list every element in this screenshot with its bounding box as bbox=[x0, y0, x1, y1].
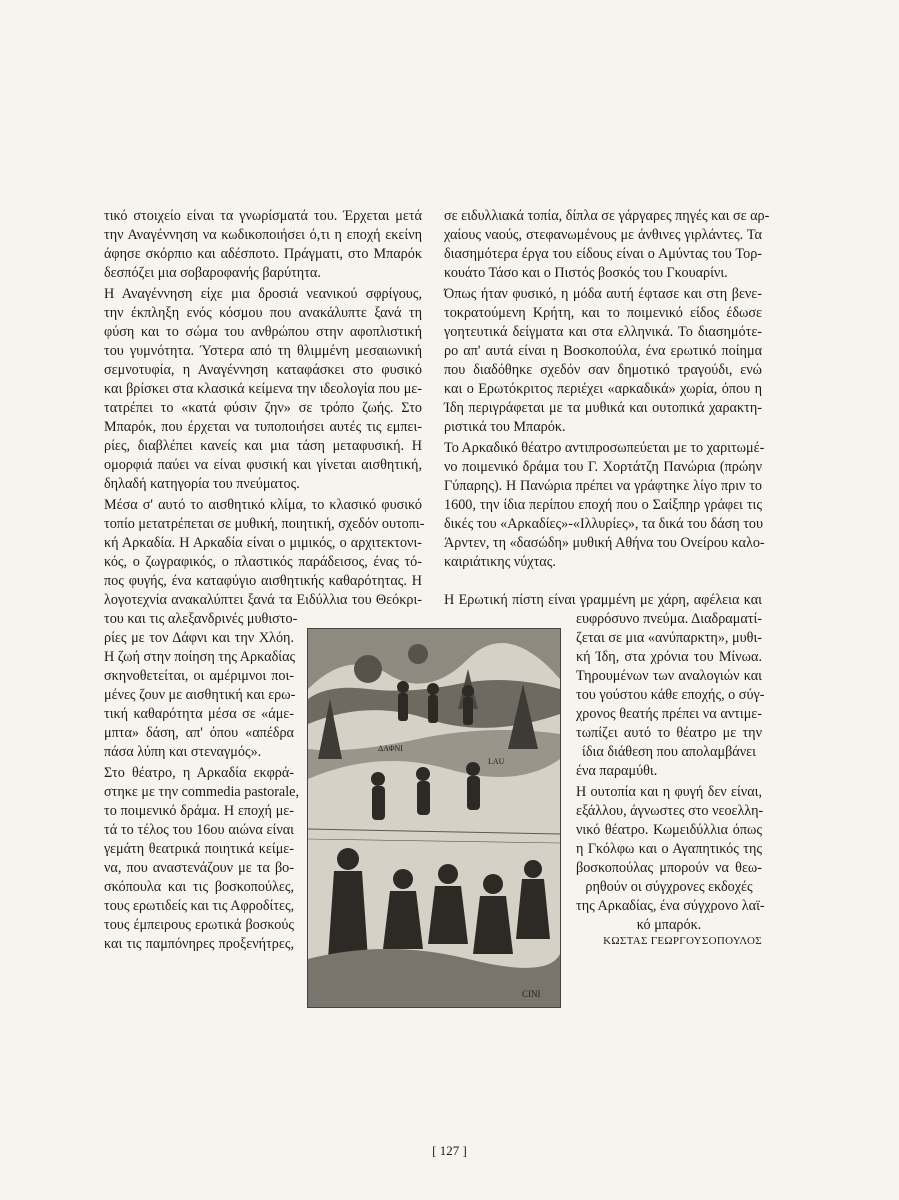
text-line: και τις παμπόνηρες προξενήτρες, bbox=[104, 936, 294, 952]
text-line: Το Αρκαδικό θέατρο αντιπροσωπεύεται με το χαριτωμέ- bbox=[444, 440, 765, 456]
text-line: Η ουτοπία και η φυγή δεν είναι, bbox=[576, 784, 762, 800]
text-line: τους έμπειρους ερωτικά βοσκούς bbox=[104, 917, 294, 933]
text-line: να, που αναστενάζουν με τα βο- bbox=[104, 860, 294, 876]
text-line: δηλαδή κατηγορία του πνεύματος. bbox=[104, 476, 300, 492]
text-line: της Αρκαδίας, ένα σύγχρονο λαϊ- bbox=[576, 898, 765, 914]
text-line: κός, ο ζωγραφικός, ο πλαστικός παράδεισος, ένας τό- bbox=[104, 554, 422, 570]
text-line: Ίδη περιγράφεται με τα μυθικά και ουτοπικά χαρακτη- bbox=[444, 400, 762, 416]
text-line: τικό στοιχείο είναι τα γνωρίσματά του. Έρχεται μετά bbox=[104, 208, 422, 224]
text-line: σκηνοθετείται, οι αμέριμνοι ποι- bbox=[104, 668, 294, 684]
text-line: γεμάτη θεατρικά ποιητικά κείμε- bbox=[104, 841, 294, 857]
engraving-label: LAU bbox=[488, 757, 505, 766]
text-line: σε ειδυλλιακά τοπία, δίπλα σε γάργαρες πηγές και σε αρ- bbox=[444, 208, 770, 224]
text-line: βοσκοπούλας μπορούν να θεω- bbox=[576, 860, 762, 876]
text-line: κό μπαρόκ. bbox=[636, 917, 702, 933]
text-line: και βρίσκει στα κλασικά κείμενα την ιδεολογία που με- bbox=[104, 381, 422, 397]
text-line: του γούστου κάθε εποχής, ο σύγ- bbox=[576, 687, 765, 703]
text-line: η Γκόλφω και ο Αγαπητικός της bbox=[576, 841, 762, 857]
text-line: κή Ίδη, στα χρόνια του Μίνωα. bbox=[576, 649, 762, 665]
text-line: χαίους ναούς, στεφανωμένους με άνθινες γιρλάντες. Τα bbox=[444, 227, 762, 243]
text-line: ρίες με τον Δάφνι και την Χλόη. bbox=[104, 630, 294, 646]
text-line: στηκε με την commedia pastorale, bbox=[104, 784, 300, 800]
text-line: και ο Ερωτόκριτος περιέχει «αρκαδικά» χωρία, όπου η bbox=[444, 381, 762, 397]
text-line: πάσα λύπη και στεναγμός». bbox=[104, 744, 262, 760]
text-line: φύση και το σώμα του ανθρώπου στην αφοπλιστική bbox=[104, 324, 422, 340]
text-line: ρίες, διαβλέπει κανείς και μια τάση μεταφυσική. Η bbox=[104, 438, 422, 454]
text-line: καιριάτικης νύχτας. bbox=[444, 554, 556, 570]
text-line: την Αναγέννηση να κωδικοποιήσει ό,τι η εποχή εκείνη bbox=[104, 227, 422, 243]
text-line: άφησε σκόρπιο και αδέσποτο. Πράγματι, στο Μπαρόκ bbox=[104, 246, 422, 262]
text-line: τοπίο μετατρέπεται σε μυθική, ποιητική, σχεδόν ουτοπι- bbox=[104, 516, 425, 532]
text-line: δικές του «Αρκαδίες»-«Ιλλυρίες», τα δικά του δάση του bbox=[444, 516, 764, 532]
text-line: μπτα» δάση, απ' όπου «απέδρα bbox=[104, 725, 294, 741]
text-line: Μπαρόκ, που έρχεται να τυποποιήσει αυτές τις εμπει- bbox=[104, 419, 422, 435]
text-line: χρονος θεατής πρέπει να αντιμε- bbox=[576, 706, 762, 722]
text-line: Η ζωή στην ποίηση της Αρκαδίας bbox=[104, 649, 296, 665]
text-line: τοκρατούμενη Κρήτη, και το ποιμενικό είδος έδωσε bbox=[444, 305, 762, 321]
text-line: πος φυγής, ένα καταφύγιο αισθητικής καθαρότητας. Η bbox=[104, 573, 422, 589]
text-line: νο ποιμενικό δράμα του Γ. Χορτάτζη Πανώρια (πρώην bbox=[444, 459, 762, 475]
text-line: που διαδόθηκε σχεδόν σαν δημοτικό τραγούδι, ενώ bbox=[444, 362, 762, 378]
text-line: τατρέπει το «κατά φύσιν ζην» σε τρόπο ζωής. Στο bbox=[104, 400, 422, 416]
text-line: δεσπόζει μια σοβαροφανής βαρύτητα. bbox=[104, 265, 321, 281]
text-line: ίδια διάθεση που απολαμβάνει bbox=[582, 744, 756, 760]
engraving-label: ΔΑΦΝΙ bbox=[378, 744, 403, 753]
text-line: Η Αναγέννηση είχε μια δροσιά νεανικού σφρίγους, bbox=[104, 286, 422, 302]
text-line: του γυμνότητα. Ύστερα από τη θλιμμένη μεσαιωνική bbox=[104, 343, 422, 359]
text-line: Γύπαρης). Η Πανώρια πρέπει να γράφτηκε λίγο πριν το bbox=[444, 478, 762, 494]
text-line: Μέσα σ' αυτό το αισθητικό κλίμα, το κλασικό φυσικό bbox=[104, 497, 422, 513]
text-line: ζεται σε μια «ανύπαρκτη», μυθι- bbox=[576, 630, 762, 646]
text-line: το ποιμενικό δράμα. Η εποχή με- bbox=[104, 803, 294, 819]
text-line: κή Αρκαδία. Η Αρκαδία είναι ο μιμικός, ο αρχιτεκτονι- bbox=[104, 535, 422, 551]
text-line: ευφρόσυνο πνεύμα. Διαδραματί- bbox=[576, 611, 762, 627]
text-line: τική καθαρότητα μέσα σε «άμε- bbox=[104, 706, 294, 722]
engraving-drawing bbox=[308, 629, 560, 1007]
text-line: ένα παραμύθι. bbox=[576, 763, 658, 779]
text-line: τά το τέλος του 16ου αιώνα είναι bbox=[104, 822, 294, 838]
text-line: ρο απ' αυτά είναι η Βοσκοπούλα, ένα ερωτικό ποίημα bbox=[444, 343, 762, 359]
text-line: Στο θέατρο, η Αρκαδία εκφρά- bbox=[104, 765, 294, 781]
text-line: νικό θέατρο. Κωμειδύλλια όπως bbox=[576, 822, 762, 838]
text-line: Άρντεν, τη «δασώδη» μυθική Αθήνα του Ονείρου καλο- bbox=[444, 535, 765, 551]
text-line: μένες ζουν με αισθητική και ερω- bbox=[104, 687, 296, 703]
text-line: ομορφιά παύει να είναι φυσική και γίνεται αισθητική, bbox=[104, 457, 422, 473]
text-line: ριστικά του Μπαρόκ. bbox=[444, 419, 566, 435]
engraving-illustration bbox=[307, 628, 561, 1008]
page-number: [ 127 ] bbox=[432, 1143, 467, 1158]
text-line: 1600, την ίδια περίπου εποχή που ο Σαίξπηρ γράφει τις bbox=[444, 497, 762, 513]
text-line: του και τις αλεξανδρινές μυθιστο- bbox=[104, 611, 298, 627]
text-line: γοητευτικά δείγματα και στα ελληνικά. Το διασημότε- bbox=[444, 324, 762, 340]
text-line: διασημότερα έργα του είδους είναι ο Αμύντας του Τορ- bbox=[444, 246, 762, 262]
text-line: λογοτεχνία ανακαλύπτει ξανά τα Ειδύλλια του Θεόκρι- bbox=[104, 592, 422, 608]
text-line: κουάτο Τάσο και ο Πιστός βοσκός του Γκουαρίνι. bbox=[444, 265, 728, 281]
author-signature: ΚΩΣΤΑΣ ΓΕΩΡΓΟΥΣΟΠΟΥΛΟΣ bbox=[603, 935, 762, 947]
text-line: την έκπληξη ενός κόσμου που ανακάλυπτε ξανά τη bbox=[104, 305, 422, 321]
text-line: εξάλλου, άγνωστες στο νεοελλη- bbox=[576, 803, 764, 819]
text-line: Τηρουμένων των αναλογιών και bbox=[576, 668, 762, 684]
text-line: τωπίζει αυτό το θέατρο με την bbox=[576, 725, 762, 741]
text-line: τους ερωτιδείς και τις Αφροδίτες, bbox=[104, 898, 295, 914]
text-line: Η Ερωτική πίστη είναι γραμμένη με χάρη, αφέλεια και bbox=[444, 592, 762, 608]
text-line: ρηθούν οι σύγχρονες εκδοχές bbox=[585, 879, 753, 895]
engraving-label: CINI bbox=[522, 989, 541, 999]
text-line: σεμνοτυφία, η Αναγέννηση καταφάσκει στο φυσικό bbox=[104, 362, 422, 378]
text-line: Όπως ήταν φυσικό, η μόδα αυτή έφτασε και στη βενε- bbox=[444, 286, 762, 302]
text-line: σκόπουλα και τις βοσκοπούλες, bbox=[104, 879, 294, 895]
